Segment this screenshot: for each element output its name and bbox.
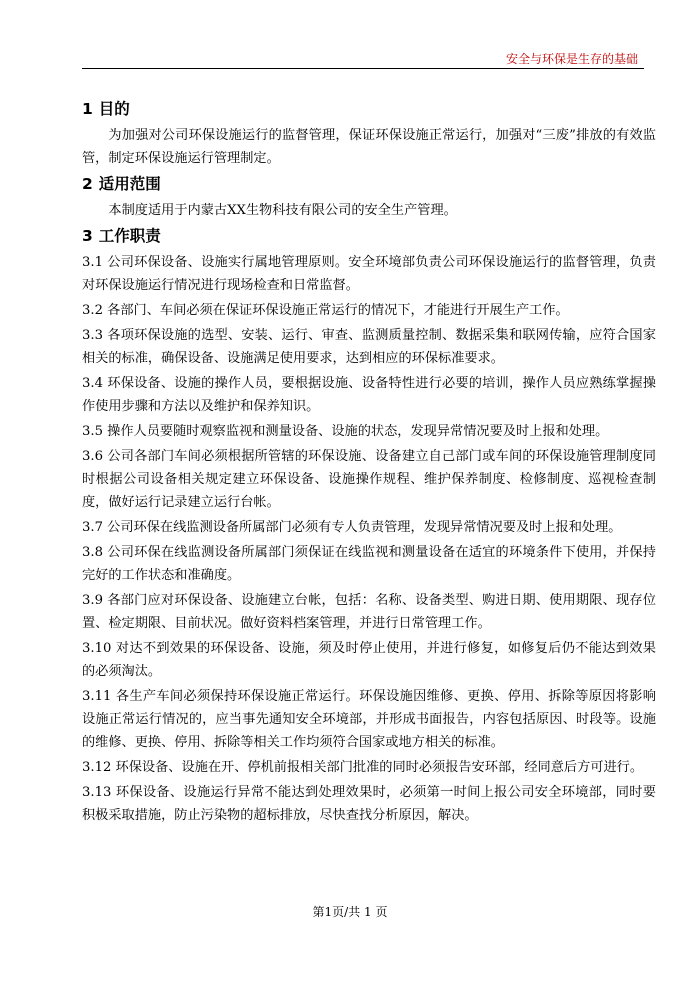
section-number: 2 bbox=[82, 175, 93, 193]
page-number: 第1页/共 1 页 bbox=[312, 905, 388, 919]
list-item: 3.2 各部门、车间必须在保证环保设施正常运行的情况下，才能进行开展生产工作。 bbox=[82, 303, 569, 318]
list-item: 3.11 各生产车间必须保持环保设施正常运行。环保设施因维修、更换、停用、拆除等原因将影响设施正常运行情况的，应当事先通知安全环境部，并形成书面报告，内容包括原因、时段等。设施的维修、更换、停用、拆除等相关工作均须符合国家或地方相关的标准。 bbox=[82, 689, 656, 750]
section-number: 1 bbox=[82, 100, 93, 118]
list-item: 3.1 公司环保设备、设施实行属地管理原则。安全环境部负责公司环保设施运行的监督管理，负责对环保设施运行情况进行现场检查和日常监督。 bbox=[82, 255, 656, 293]
section-title: 适用范围 bbox=[98, 175, 161, 193]
list-item: 3.13 环保设备、设施运行异常不能达到处理效果时，必须第一时间上报公司安全环境部，同时要积极采取措施，防止污染物的超标排放，尽快查找分析原因，解决。 bbox=[82, 785, 656, 823]
section-heading bbox=[82, 224, 656, 248]
list-item: 3.3 各项环保设施的选型、安装、运行、审查、监测质量控制、数据采集和联网传输，应符合国家相关的标准，确保设备、设施满足使用要求，达到相应的环保标准要求。 bbox=[82, 328, 656, 366]
section-number: 3 bbox=[82, 227, 93, 245]
list-item: 3.6 公司各部门车间必须根据所管辖的环保设施、设备建立自己部门或车间的环保设施管理制度同时根据公司设备相关规定建立环保设备、设施操作规程、维护保养制度、检修制度、巡视检查制度，做好运行记录建立运行台帐。 bbox=[82, 449, 656, 510]
section-title: 工作职责 bbox=[98, 227, 161, 245]
document-body bbox=[82, 97, 656, 829]
list-item: 3.5 操作人员要随时观察监视和测量设备、设施的状态，发现异常情况要及时上报和处理。 bbox=[82, 424, 609, 439]
list-item: 3.12 环保设备、设施在开、停机前报相关部门批准的同时必须报告安环部，经同意后方可进行。 bbox=[82, 760, 644, 775]
section-heading bbox=[82, 172, 656, 196]
list-item: 3.8 公司环保在线监测设备所属部门须保证在线监视和测量设备在适宜的环境条件下使用，并保持完好的工作状态和准确度。 bbox=[82, 545, 656, 583]
paragraph: 为加强对公司环保设施运行的监督管理，保证环保设施正常运行，加强对“三废”排放的有效监管，制定环保设施运行管理制定。 bbox=[82, 128, 656, 166]
header-title: 安全与环保是生存的基础 bbox=[505, 52, 638, 66]
section-title: 目的 bbox=[98, 100, 130, 118]
section-heading bbox=[82, 97, 656, 121]
list-item: 3.10 对达不到效果的环保设备、设施，须及时停止使用，并进行修复，如修复后仍不能达到效果的必须淘汰。 bbox=[82, 641, 656, 679]
list-item: 3.4 环保设备、设施的操作人员，要根据设施、设备特性进行必要的培训，操作人员应熟练掌握操作使用步骤和方法以及维护和保养知识。 bbox=[82, 376, 656, 414]
header-divider bbox=[82, 68, 644, 69]
list-item: 3.9 各部门应对环保设备、设施建立台帐，包括：名称、设备类型、购进日期、使用期限、现存位置、检定期限、目前状况。做好资料档案管理，并进行日常管理工作。 bbox=[82, 593, 656, 631]
list-item: 3.7 公司环保在线监测设备所属部门必须有专人负责管理，发现异常情况要及时上报和处理。 bbox=[82, 520, 622, 535]
paragraph: 本制度适用于内蒙古XX生物科技有限公司的安全生产管理。 bbox=[108, 203, 457, 218]
